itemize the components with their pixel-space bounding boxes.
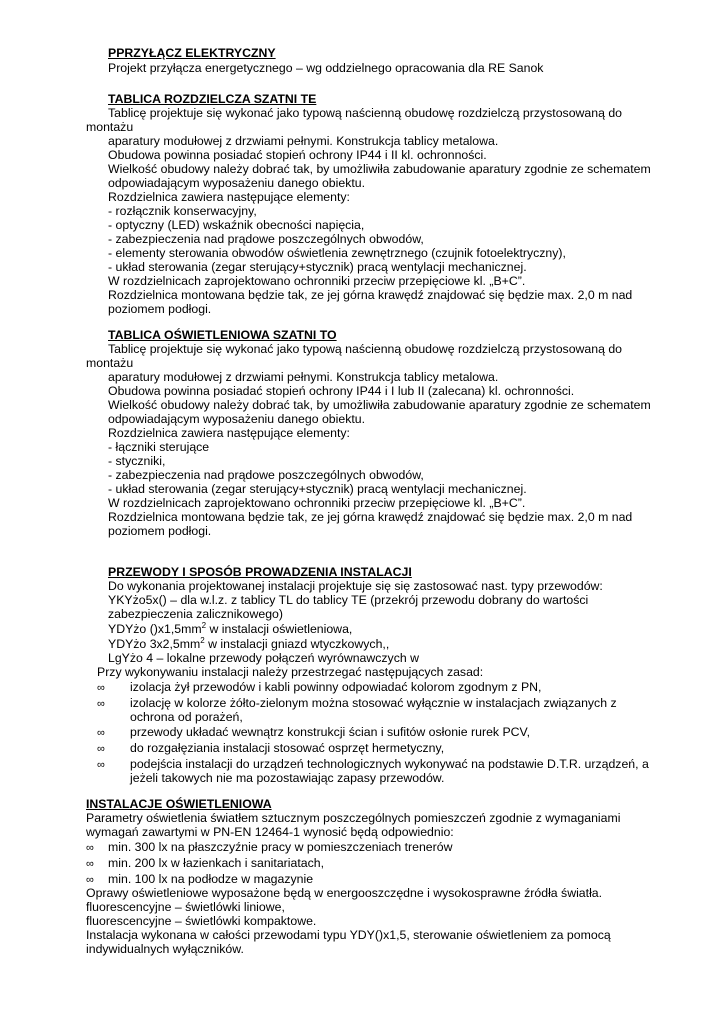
cable-spec-line bbox=[108, 637, 389, 651]
list-item: izolacja żył przewodów i kabli powinny odpowiadać kolorom zgodnym z PN, bbox=[130, 680, 542, 694]
paragraph-line: aparatury modułowej z drzwiami pełnymi. Konstrukcja tablicy metalowa. bbox=[108, 134, 499, 148]
list-item: - układ sterowania (zegar sterujący+stycznik) pracą wentylacji mechanicznej. bbox=[108, 482, 527, 496]
list-item: - zabezpieczenia nad prądowe poszczególnych obwodów, bbox=[108, 232, 424, 246]
cable-spec-line: LgYżo 4 – lokalne przewody połączeń wyrównawczych w bbox=[108, 651, 419, 665]
paragraph-line: Tablicę projektuje się wykonać jako typową naścienną obudowę rozdzielczą przystosowaną do bbox=[108, 106, 623, 120]
list-item: - układ sterowania (zegar sterujący+stycznik) pracą wentylacji mechanicznej. bbox=[108, 260, 527, 274]
list-item: min. 100 lx na podłodze w magazynie bbox=[108, 872, 314, 886]
paragraph-line: Rozdzielnica montowana będzie tak, ze jej górna krawędź znajdować się będzie max. 2,0 m nad bbox=[108, 510, 633, 524]
paragraph-line: Rozdzielnica zawiera następujące elementy: bbox=[108, 426, 350, 440]
cable-spec-type: YDYżo ()x1,5mm bbox=[108, 622, 202, 636]
paragraph-line: Do wykonania projektowanej instalacji projektuje się się zastosować nast. typy przewodów: bbox=[108, 579, 603, 593]
list-item: - optyczny (LED) wskaźnik obecności napięcia, bbox=[108, 218, 365, 232]
infinity-bullet-icon: ∞ bbox=[86, 842, 94, 854]
paragraph-line: odpowiadającym wyposażeniu danego obiektu. bbox=[108, 176, 366, 190]
paragraph-line: poziomem podłogi. bbox=[108, 302, 212, 316]
paragraph-line: Parametry oświetlenia światłem sztucznym poszczególnych pomieszczeń zgodnie z wymaganiami bbox=[86, 811, 621, 825]
paragraph-line: Oprawy oświetleniowe wyposażone będą w energooszczędne i wysokosprawne źródła światła. bbox=[86, 886, 603, 900]
list-item: izolację w kolorze żółto-zielonym można stosować wyłącznie w instalacjach związanych z bbox=[130, 696, 617, 710]
section-heading-oswietlenie: INSTALACJE OŚWIETLENIOWA bbox=[86, 797, 272, 811]
list-item: - styczniki, bbox=[108, 454, 166, 468]
paragraph-line: fluorescencyjne – świetlówki kompaktowe. bbox=[86, 914, 317, 928]
cable-spec-desc: w instalacji oświetleniowa, bbox=[206, 622, 353, 636]
paragraph-line: YKYżo5x() – dla w.l.z. z tablicy TL do tablicy TE (przekrój przewodu dobrany do wartości bbox=[108, 593, 589, 607]
paragraph-line: Rozdzielnica montowana będzie tak, ze jej górna krawędź znajdować się będzie max. 2,0 m nad bbox=[108, 288, 633, 302]
section-heading-tablica-to: TABLICA OŚWIETLENIOWA SZATNI TO bbox=[108, 328, 337, 342]
paragraph-line: W rozdzielnicach zaprojektowano ochronniki przeciw przepięciowe kl. „B+C”. bbox=[108, 496, 526, 510]
list-item: ochrona od porażeń, bbox=[130, 710, 243, 724]
infinity-bullet-icon: ∞ bbox=[97, 743, 105, 755]
paragraph-line: wymagań zawartymi w PN-EN 12464-1 wynosić będą odpowiednio: bbox=[86, 825, 454, 839]
paragraph-line: aparatury modułowej z drzwiami pełnymi. Konstrukcja tablicy metalowa. bbox=[108, 370, 499, 384]
list-item: - rozłącznik konserwacyjny, bbox=[108, 204, 257, 218]
paragraph-line: fluorescencyjne – świetlówki liniowe, bbox=[86, 900, 285, 914]
paragraph-line: Obudowa powinna posiadać stopień ochrony IP44 i II kl. ochronności. bbox=[108, 148, 487, 162]
infinity-bullet-icon: ∞ bbox=[97, 759, 105, 771]
paragraph-line: Obudowa powinna posiadać stopień ochrony IP44 i I lub II (zalecana) kl. ochronności. bbox=[108, 384, 575, 398]
cable-spec-type: YDYżo 3x2,5mm bbox=[108, 637, 201, 651]
paragraph-line: Wielkość obudowy należy dobrać tak, by umożliwiła zabudowanie aparatury zgodnie ze schematem bbox=[108, 398, 651, 412]
list-item: przewody układać wewnątrz konstrukcji ścian i sufitów osłonie rurek PCV, bbox=[130, 725, 531, 739]
paragraph-line: Wielkość obudowy należy dobrać tak, by umożliwiła zabudowanie aparatury zgodnie ze schematem bbox=[108, 162, 651, 176]
list-item: - łączniki sterujące bbox=[108, 440, 210, 454]
paragraph-line: zabezpieczenia zalicznikowego) bbox=[108, 607, 283, 621]
paragraph-line: Rozdzielnica zawiera następujące elementy: bbox=[108, 190, 350, 204]
paragraph-line: indywidualnych wyłączników. bbox=[86, 942, 244, 956]
list-item: min. 200 lx w łazienkach i sanitariatach, bbox=[108, 856, 324, 870]
infinity-bullet-icon: ∞ bbox=[97, 727, 105, 739]
paragraph-line: Projekt przyłącza energetycznego – wg oddzielnego opracowania dla RE Sanok bbox=[108, 61, 544, 75]
list-item: podejścia instalacji do urządzeń technologicznych wykonywać na podstawie D.T.R. urządzeń, a bbox=[130, 757, 649, 771]
paragraph-line: W rozdzielnicach zaprojektowano ochronniki przeciw przepięciowe kl. „B+C”. bbox=[108, 274, 526, 288]
list-item: - zabezpieczenia nad prądowe poszczególnych obwodów, bbox=[108, 468, 424, 482]
section-heading-przewody: PRZEWODY I SPOSÓB PROWADZENIA INSTALACJI bbox=[108, 565, 412, 579]
section-heading-przylacz: PPRZYŁĄCZ ELEKTRYCZNY bbox=[108, 46, 276, 60]
superscript: 2 bbox=[200, 635, 205, 645]
paragraph-line: poziomem podłogi. bbox=[108, 524, 212, 538]
list-item: min. 300 lx na płaszczyźnie pracy w pomieszczeniach trenerów bbox=[108, 840, 453, 854]
paragraph-line: odpowiadającym wyposażeniu danego obiektu. bbox=[108, 412, 366, 426]
paragraph-line: montażu bbox=[86, 356, 134, 370]
list-item: jeżeli takowych nie ma pozostawiając zapasy przewodów. bbox=[130, 771, 445, 785]
paragraph-line: montażu bbox=[86, 120, 134, 134]
cable-spec-desc: w instalacji gniazd wtyczkowych,, bbox=[204, 637, 390, 651]
cable-spec-line bbox=[108, 622, 352, 636]
superscript: 2 bbox=[201, 620, 207, 630]
infinity-bullet-icon: ∞ bbox=[97, 698, 105, 710]
list-item: do rozgałęziania instalacji stosować osprzęt hermetyczny, bbox=[130, 741, 445, 755]
paragraph-line: Przy wykonywaniu instalacji należy przestrzegać następujących zasad: bbox=[97, 665, 484, 679]
infinity-bullet-icon: ∞ bbox=[86, 874, 94, 886]
paragraph-line: Tablicę projektuje się wykonać jako typową naścienną obudowę rozdzielczą przystosowaną do bbox=[108, 342, 623, 356]
list-item: - elementy sterowania obwodów oświetlenia zewnętrznego (czujnik fotoelektryczny), bbox=[108, 246, 566, 260]
paragraph-line: Instalacja wykonana w całości przewodami typu YDY()x1,5, sterowanie oświetleniem za pomocą bbox=[86, 928, 611, 942]
infinity-bullet-icon: ∞ bbox=[97, 682, 105, 694]
section-heading-tablica-te: TABLICA ROZDZIELCZA SZATNI TE bbox=[108, 92, 317, 106]
infinity-bullet-icon: ∞ bbox=[86, 858, 94, 870]
